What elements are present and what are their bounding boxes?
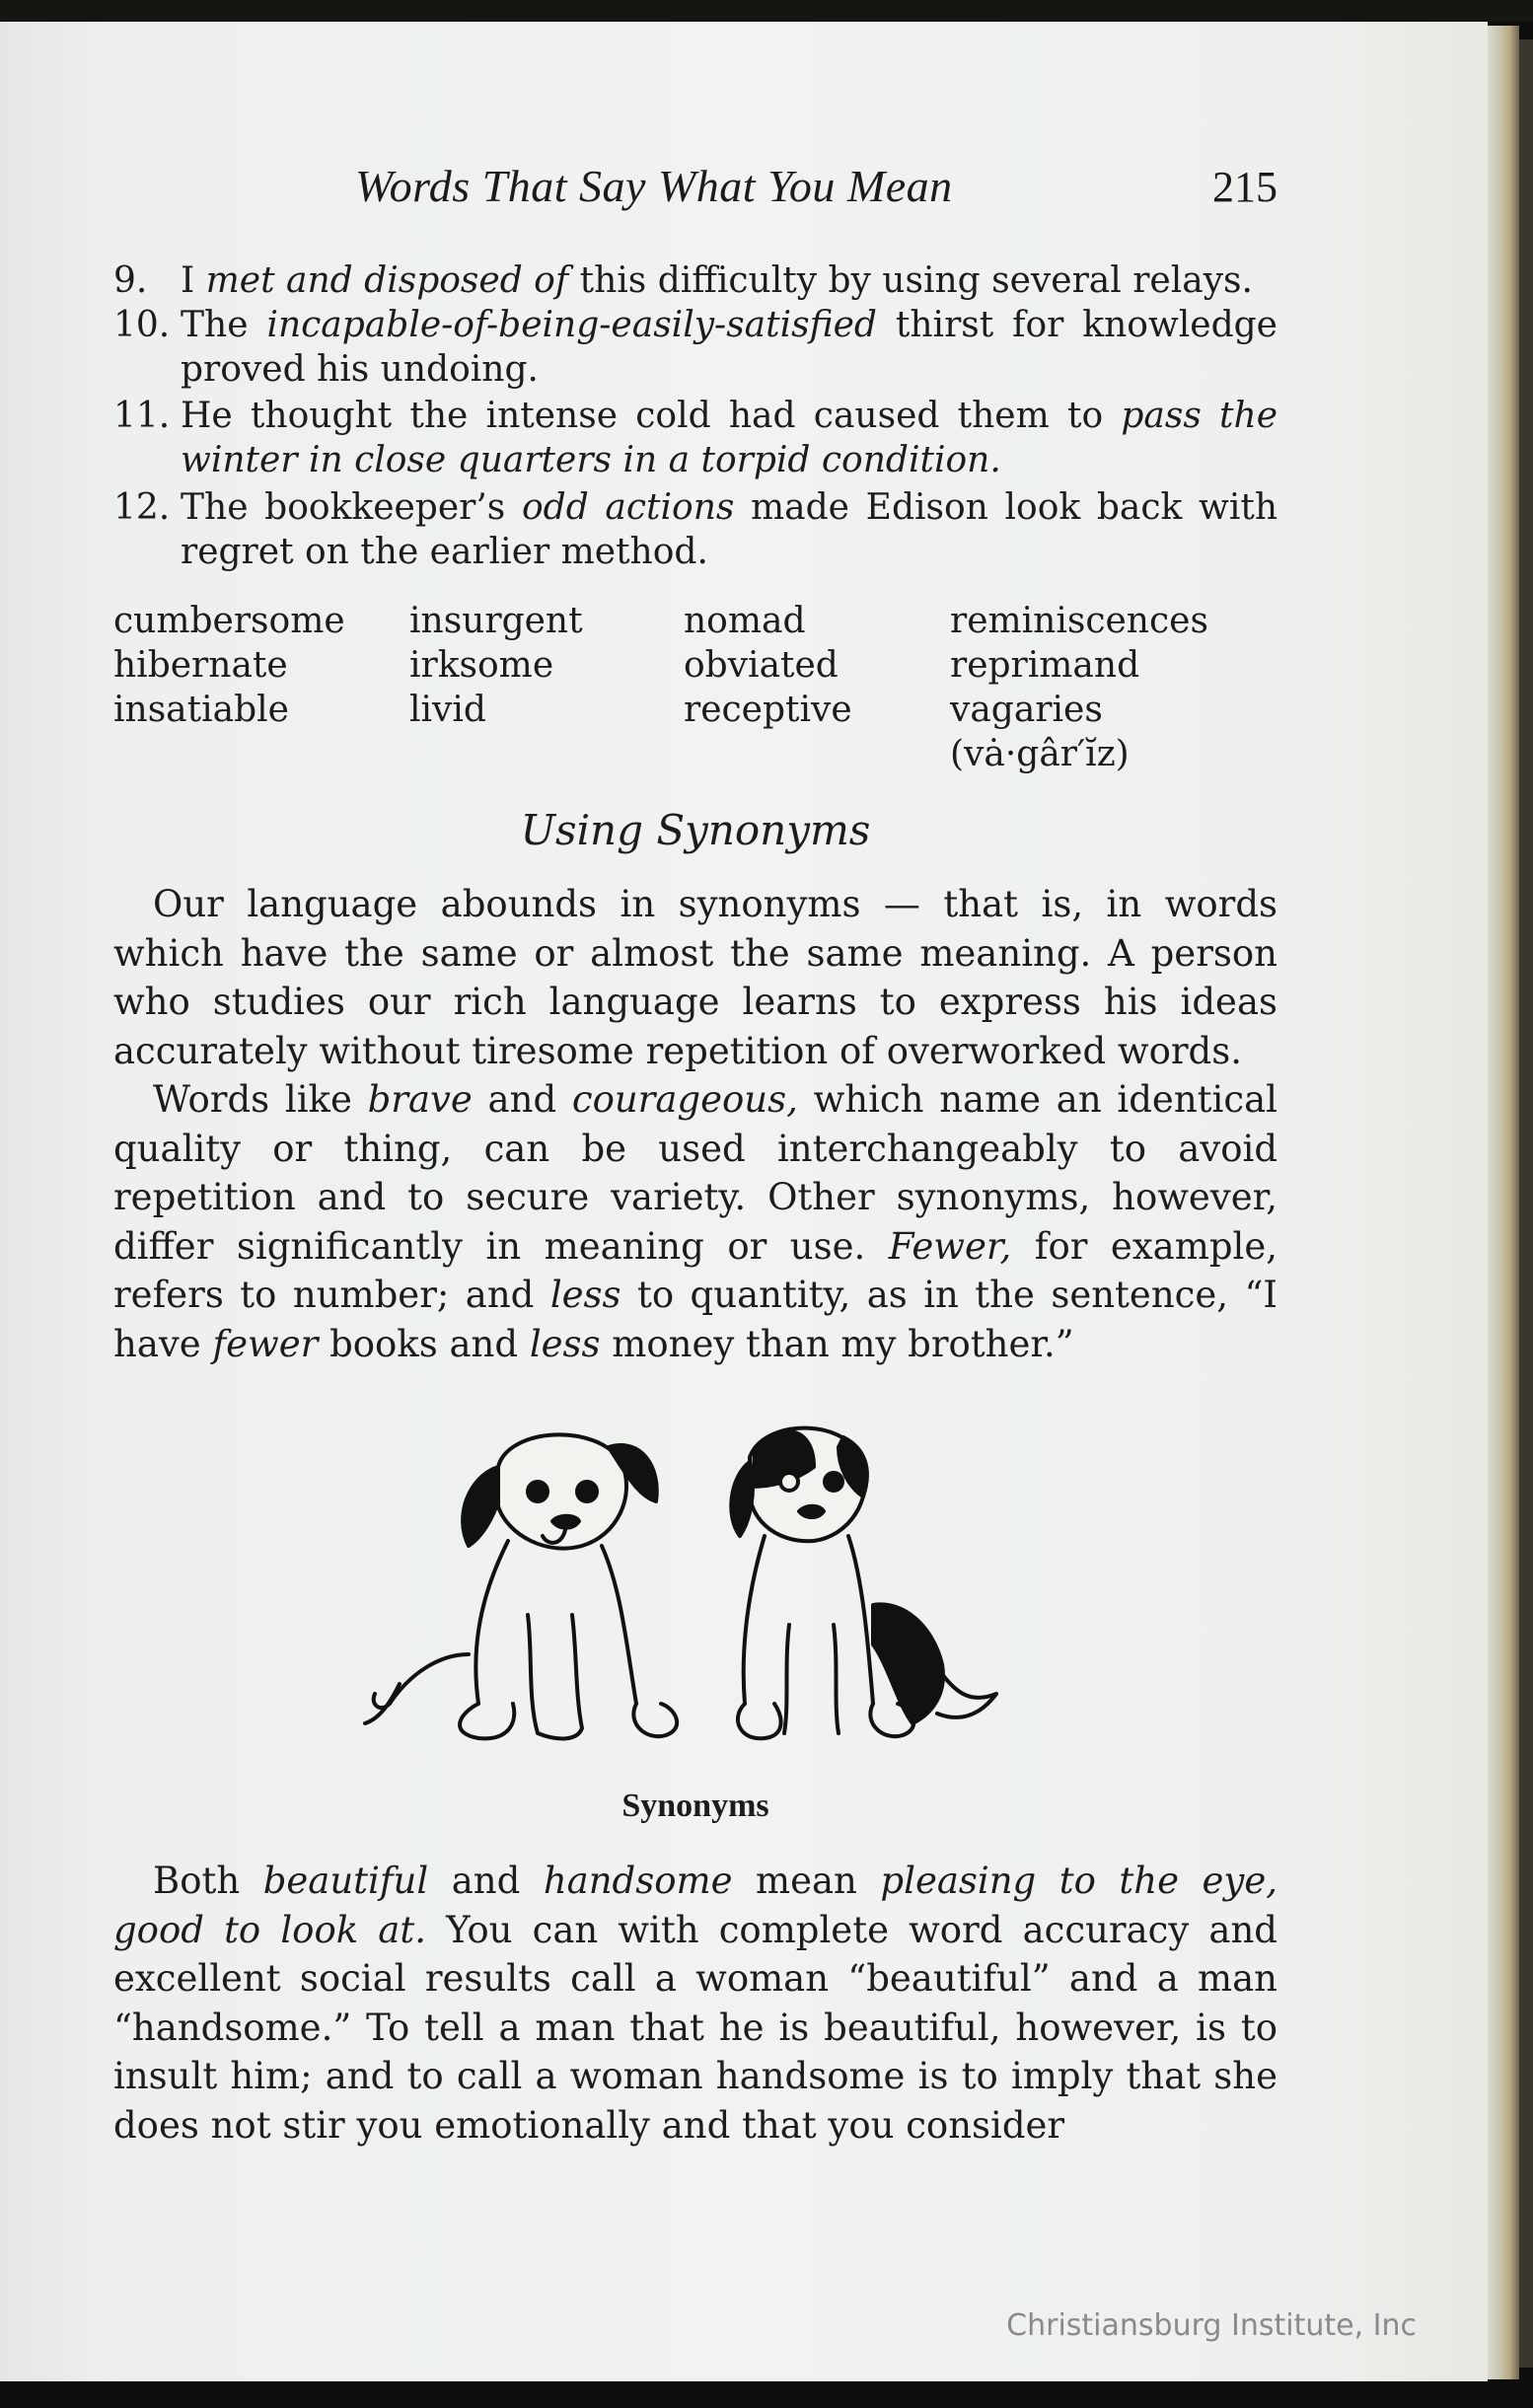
word: livid (409, 690, 486, 730)
word-list-column (409, 599, 583, 732)
italic-text: Fewer, (888, 1224, 1012, 1268)
word: obviated (684, 645, 839, 686)
exercise-item (113, 485, 1278, 574)
text-run: books and (318, 1322, 530, 1365)
item-number: 12. (113, 487, 171, 528)
italic-text: less (549, 1274, 621, 1316)
page-number: 215 (1212, 163, 1278, 211)
item-text (181, 258, 1278, 303)
text-run: for example, refers to number; and (113, 1224, 1278, 1316)
book-spine-top (0, 0, 1533, 22)
italic-text: pleasing to the eye, good to look at. (113, 1860, 1278, 1951)
word-list (113, 599, 1278, 774)
item-number: 10. (113, 305, 171, 345)
word: insatiable (113, 690, 289, 730)
word: reminiscences (950, 601, 1208, 641)
paragraph (113, 880, 1278, 1075)
text-run: The (181, 305, 267, 345)
book-page (0, 22, 1488, 2381)
italic-text: handsome (543, 1860, 733, 1902)
italic-text: courageous, (571, 1078, 798, 1121)
italic-text: beautiful (262, 1860, 429, 1902)
text-run: He thought the intense cold had caused them to (181, 396, 1122, 436)
italic-text: incapable-of-being-easily-satisfied (266, 305, 877, 345)
figure-caption: Synonyms (621, 1788, 769, 1824)
text-run: and (472, 1078, 572, 1121)
italic-text: pass the winter in close quarters in a torpid condition. (181, 396, 1278, 480)
right-puppy (731, 1428, 996, 1739)
watermark: Christiansburg Institute, Inc (1006, 2308, 1417, 2343)
word-list-column (113, 599, 345, 732)
word: irksome (409, 645, 554, 686)
text-run: to quantity, as in the sentence, “I have (113, 1274, 1278, 1365)
text-run: The bookkeeper’s (181, 487, 522, 528)
italic-text: brave (367, 1078, 473, 1121)
word-list-column (684, 599, 852, 732)
word: vagaries (vȧ·gâr′ĭz) (950, 690, 1130, 774)
exercise-item (113, 303, 1278, 392)
text-run: this difficulty by using several relays. (568, 260, 1253, 301)
text-run: Both (153, 1860, 263, 1902)
italic-text: fewer (212, 1322, 319, 1365)
text-run: Words like (153, 1078, 368, 1121)
text-run: money than my brother.” (600, 1322, 1074, 1365)
paragraph (113, 1075, 1278, 1368)
text-run: I (181, 260, 206, 301)
word: cumbersome (113, 601, 345, 641)
word: hibernate (113, 645, 288, 686)
item-number: 11. (113, 396, 171, 436)
word: reprimand (950, 645, 1140, 686)
text-run: thirst for knowledge proved his undoing. (181, 305, 1278, 390)
item-number: 9. (113, 260, 148, 301)
italic-text: met and disposed of (205, 260, 569, 301)
left-puppy (365, 1434, 677, 1738)
text-run: You can with complete word accuracy and excellent social results call a woman “beautiful” and a man “handsome.” To tell a man that he is beautiful, however, is to insult him; and to call a woman handsome is to imply that she does not stir you emotionally and that you consider (113, 1908, 1278, 2147)
page-edge (1488, 26, 1519, 2379)
item-text (181, 394, 1278, 482)
italic-text: odd actions (521, 487, 735, 528)
italic-text: less (529, 1322, 601, 1365)
word-list-column (950, 599, 1278, 776)
book-cover-edge (1519, 39, 1533, 2368)
item-text (181, 485, 1278, 574)
running-title: Words That Say What You Mean (355, 161, 953, 211)
exercise-item (113, 258, 1278, 303)
text-run: made Edison look back with regret on the earlier method. (181, 487, 1278, 572)
exercise-item (113, 394, 1278, 482)
section-title: Using Synonyms (520, 806, 871, 854)
text-run: which name an identical quality or thing, can be used interchangeably to avoid repetition and to secure variety. Other synonyms, however, differ significantly in meaning or use. (113, 1078, 1278, 1268)
puppies-illustration (350, 1408, 1041, 1763)
page-header (113, 160, 1278, 219)
text-run: and (428, 1860, 544, 1902)
word: insurgent (409, 601, 583, 641)
text-run: mean (732, 1860, 881, 1902)
text-run: Our language abounds in synonyms — that is, in words which have the same or almost the same meaning. A person who studies our rich language learns to express his ideas accurately without tiresome repetition of overworked words. (113, 883, 1278, 1072)
paragraph (113, 1857, 1278, 2150)
word: receptive (684, 690, 852, 730)
word: nomad (684, 601, 806, 641)
item-text (181, 303, 1278, 392)
